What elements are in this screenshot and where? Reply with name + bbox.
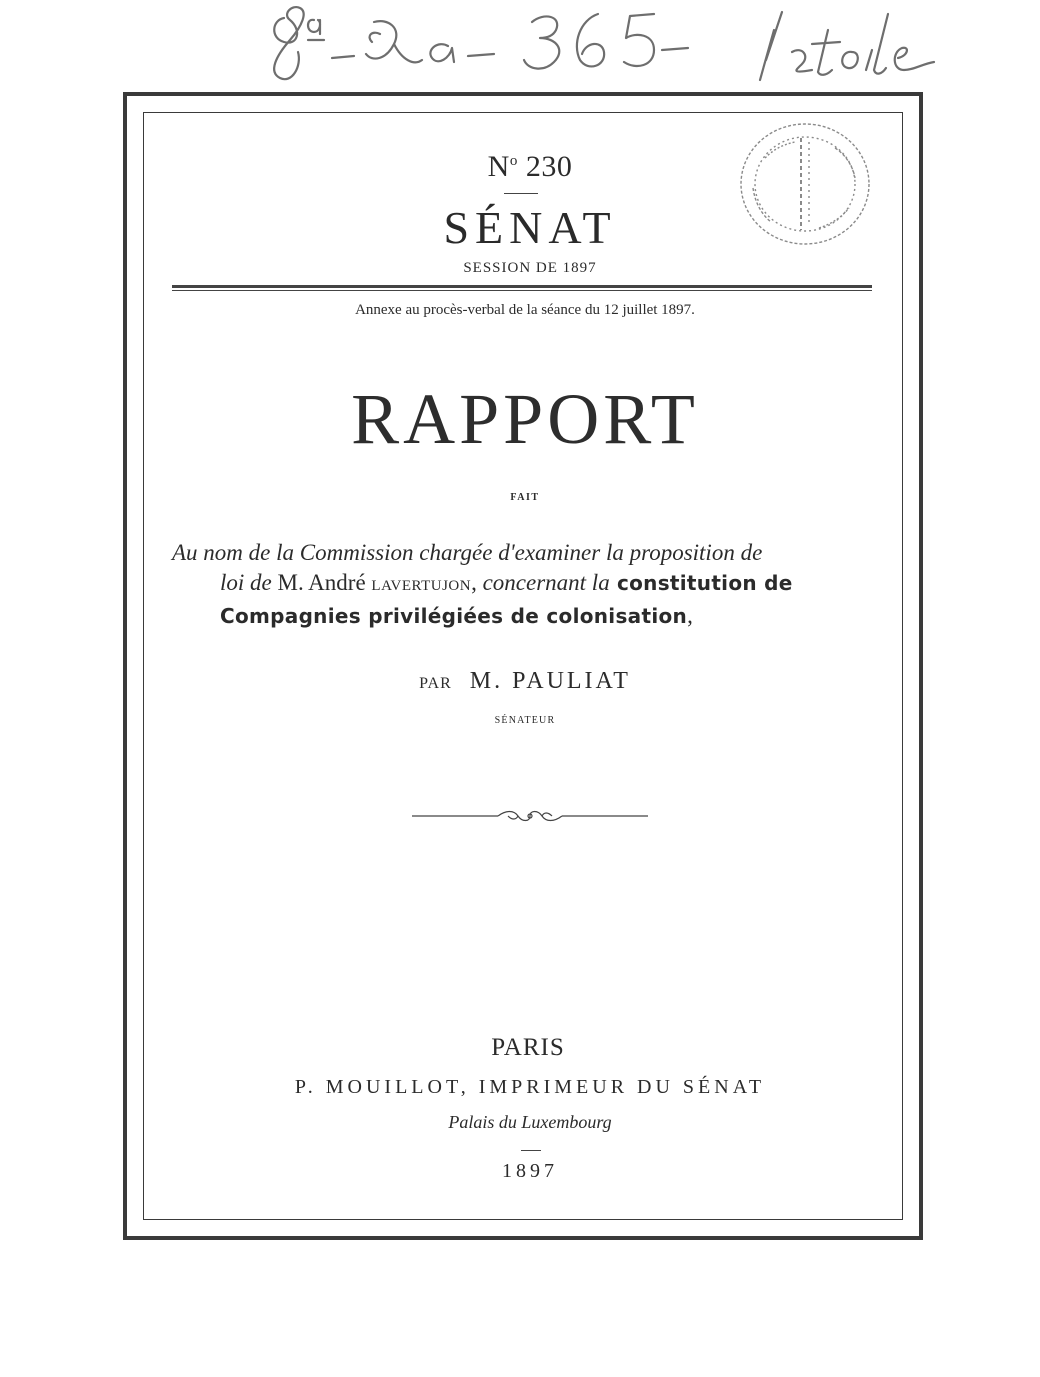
fait-label: FAIT	[510, 492, 540, 503]
imprint-year: 1897	[502, 1160, 558, 1182]
handwritten-shelfmark	[262, 0, 942, 92]
description-line-1: Au nom de la Commission chargée d'examiner la proposition de	[172, 540, 763, 565]
chamber-heading: SÉNAT	[443, 202, 617, 253]
document-number: $N^o$ 230	[487, 150, 573, 183]
annexe-line: Annexe au procès-verbal de la séance du 12 juillet 1897.	[355, 302, 695, 318]
author-line: PAR M. PAULIAT	[419, 668, 631, 694]
description-line-2: loi de M. André LAVERTUJON, concernant la constitution de	[220, 569, 793, 595]
number-underline-rule	[504, 193, 538, 194]
session-line: SESSION DE 1897	[463, 260, 597, 276]
header-double-rule	[172, 285, 872, 291]
report-description	[172, 538, 884, 632]
decorative-ornament-rule	[412, 806, 648, 826]
imprint-address: Palais du Luxembourg	[448, 1112, 612, 1132]
author-role: SÉNATEUR	[494, 715, 556, 726]
imprint-printer: P. MOUILLOT, IMPRIMEUR DU SÉNAT	[294, 1076, 766, 1098]
year-rule	[521, 1150, 541, 1151]
report-title: RAPPORT	[351, 379, 699, 459]
description-line-3: Compagnies privilégiées de colonisation,	[220, 603, 693, 628]
imprint-city: PARIS	[491, 1034, 565, 1061]
